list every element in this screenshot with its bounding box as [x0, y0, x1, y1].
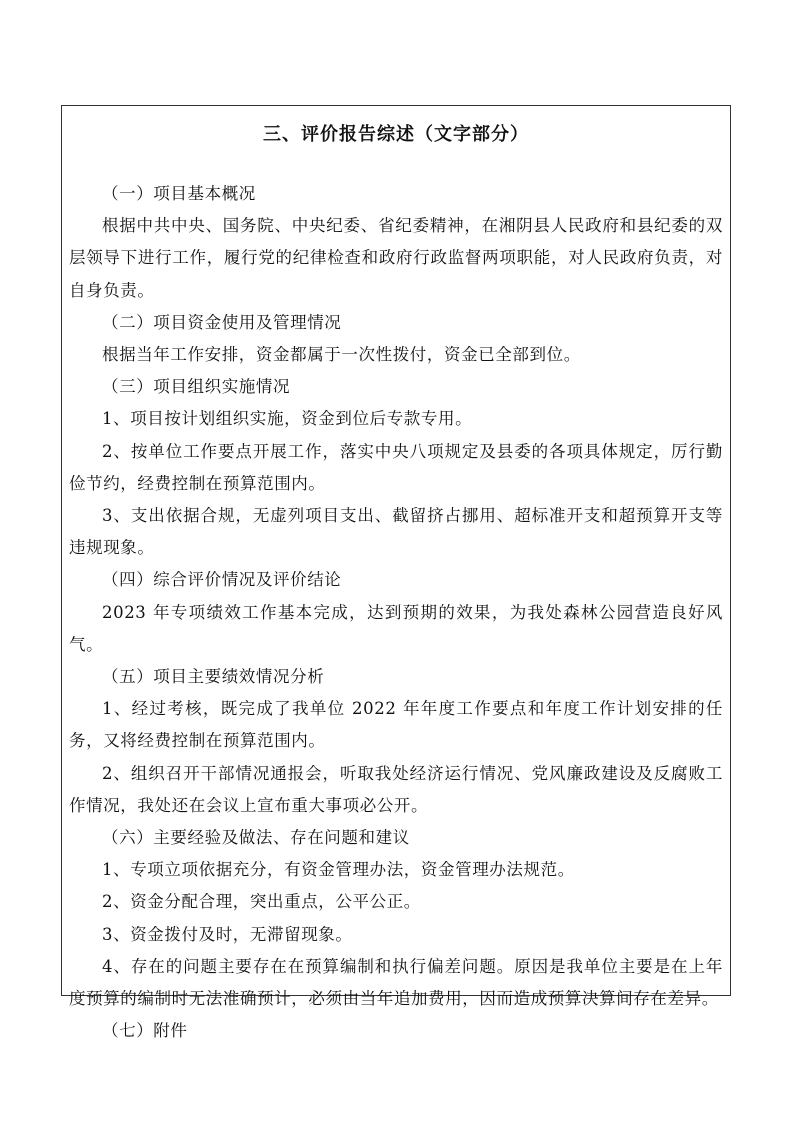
paragraph: 1、专项立项依据充分，有资金管理办法，资金管理办法规范。	[102, 860, 575, 880]
heading-7: （七）附件	[102, 1021, 188, 1041]
report-summary-box	[61, 105, 731, 1041]
heading-2: （二）项目资金使用及管理情况	[102, 312, 342, 332]
heading-6: （六）主要经验及做法、存在问题和建议	[102, 828, 410, 848]
paragraph: 根据中共中央、国务院、中央纪委、省纪委精神，在湘阴县人民政府和县纪委的双层领导下进行工作，履行党的纪律检查和政府行政监督两项职能，对人民政府负责，对自身负责。	[69, 216, 723, 300]
heading-5: （五）项目主要绩效情况分析	[102, 667, 325, 687]
paragraph: 2、组织召开干部情况通报会，听取我处经济运行情况、党风廉政建设及反腐败工作情况，我处还在会议上宣布重大事项必公开。	[69, 763, 723, 815]
paragraph: 3、资金拨付及时，无滞留现象。	[102, 924, 353, 944]
heading-4: （四）综合评价情况及评价结论	[102, 570, 342, 590]
paragraph: 2023 年专项绩效工作基本完成，达到预期的效果，为我处森林公园营造良好风气。	[69, 602, 723, 654]
report-body	[69, 178, 723, 1047]
paragraph: 2、按单位工作要点开展工作，落实中央八项规定及县委的各项具体规定，厉行勤俭节约，经费控制在预算范围内。	[69, 441, 723, 493]
paragraph: 1、项目按计划组织实施，资金到位后专款专用。	[102, 409, 473, 429]
section-title: 三、评价报告综述（文字部分）	[263, 124, 529, 145]
heading-3: （三）项目组织实施情况	[102, 377, 291, 397]
paragraph: 4、存在的问题主要存在在预算编制和执行偏差问题。原因是我单位主要是在上年度预算的编制时无法准确预计，必须由当年追加费用，因而造成预算决算间存在差异。	[69, 956, 723, 1009]
paragraph: 3、支出依据合规，无虚列项目支出、截留挤占挪用、超标准开支和超预算开支等违规现象。	[69, 506, 723, 558]
heading-1: （一）项目基本概况	[102, 184, 256, 203]
paragraph: 2、资金分配合理，突出重点，公平公正。	[102, 892, 421, 912]
paragraph: 1、经过考核，既完成了我单位 2022 年年度工作要点和年度工作计划安排的任务，又将经费控制在预算范围内。	[69, 699, 723, 751]
paragraph: 根据当年工作安排，资金都属于一次性拨付，资金已全部到位。	[102, 345, 581, 365]
